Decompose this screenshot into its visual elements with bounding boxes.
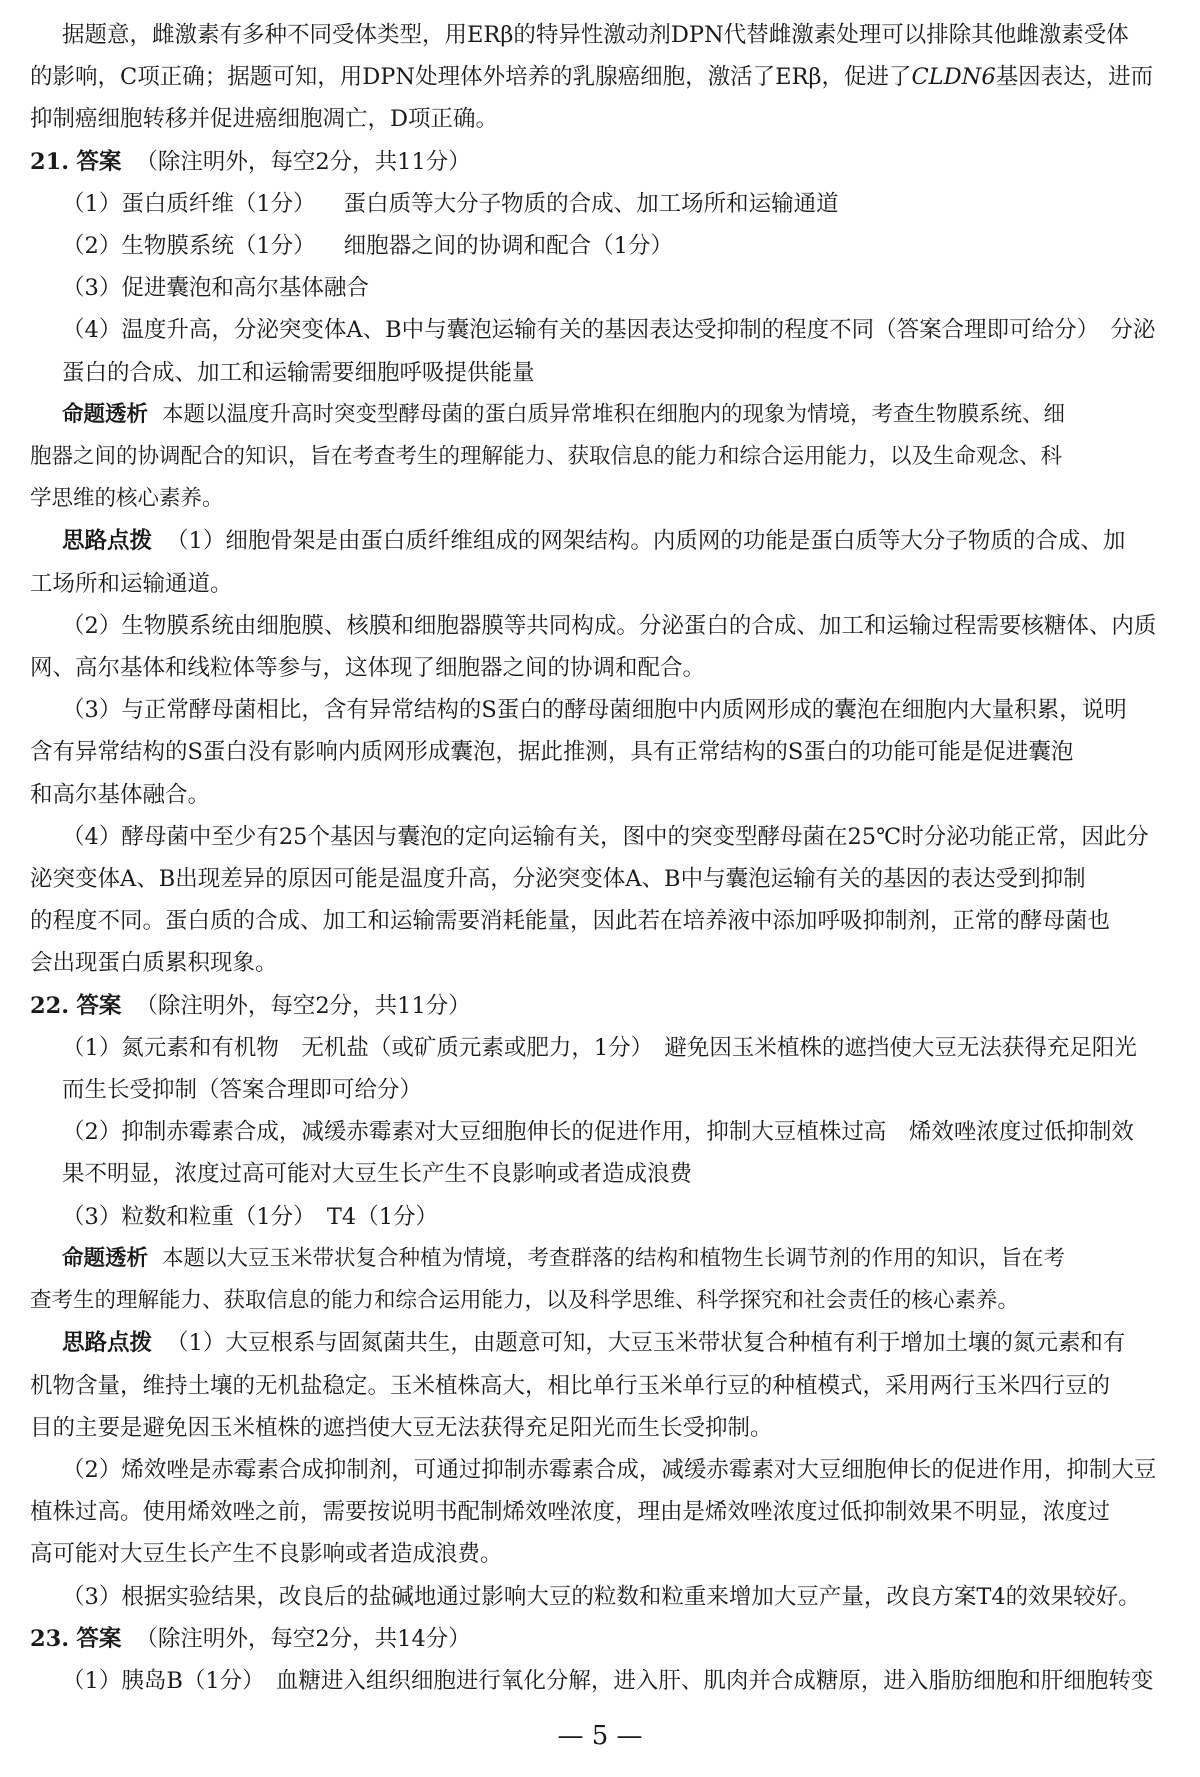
- analysis-line: [30, 394, 1178, 436]
- question-number: 22.: [30, 992, 70, 1019]
- question-number: 21.: [30, 148, 70, 175]
- hint-line: 网、高尔基体和线粒体等参与，这体现了细胞器之间的协调和配合。: [30, 655, 706, 682]
- hint-line: 目的主要是避免因玉米植株的遮挡使大豆无法获得充足阳光而生长受抑制。: [30, 1414, 773, 1441]
- score-note: （除注明外，每空2分，共11分）: [135, 992, 471, 1019]
- hint-line: 泌突变体A、B出现差异的原因可能是温度升高，分泌突变体A、B中与囊泡运输有关的基因的表达受到抑制: [30, 866, 1086, 893]
- answer-line: （4）温度升高，分泌突变体A、B中与囊泡运输有关的基因表达受抑制的程度不同（答案合理即可给分） 分泌: [62, 317, 1156, 344]
- hint-line: 和高尔基体融合。: [30, 781, 211, 808]
- hint-line: [30, 1322, 1178, 1364]
- answer-part: 蛋白质等大分子物质的合成、加工场所和运输通道: [343, 190, 839, 217]
- answer-part: （2）生物膜系统（1分）: [62, 233, 316, 260]
- analysis-label: 命题透析: [62, 401, 149, 427]
- answer-part: （1）蛋白质纤维（1分）: [62, 190, 316, 217]
- answer-line: （2）抑制赤霉素合成，减缓赤霉素对大豆细胞伸长的促进作用，抑制大豆植株过高 烯效唑浓度过低抑制效: [62, 1119, 1134, 1146]
- q22-header: [30, 985, 1178, 1027]
- analysis-line: 胞器之间的协调配合的知识，旨在考查考生的理解能力、获取信息的能力和综合运用能力，以及生命观念、科: [30, 444, 1063, 470]
- question-number: 23.: [30, 1625, 70, 1652]
- hint-line: 植株过高。使用烯效唑之前，需要按说明书配制烯效唑浓度，理由是烯效唑浓度过低抑制效果不明显，浓度过: [30, 1499, 1111, 1526]
- hint-label: 思路点拨: [62, 1330, 153, 1357]
- analysis-line: 学思维的核心素养。: [30, 486, 224, 512]
- answer-line: （3）促进囊泡和高尔基体融合: [62, 275, 369, 302]
- gene-name: CLDN6: [911, 64, 996, 91]
- score-note: （除注明外，每空2分，共14分）: [135, 1625, 471, 1652]
- answer-line: （1）氮元素和有机物 无机盐（或矿质元素或肥力，1分） 避免因玉米植株的遮挡使大豆无法获得充足阳光: [62, 1034, 1137, 1061]
- page-content: [30, 14, 1178, 1702]
- intro-line: 抑制癌细胞转移并促进癌细胞凋亡，D项正确。: [30, 106, 499, 133]
- analysis-line: [30, 1238, 1178, 1280]
- score-note: （除注明外，每空2分，共11分）: [135, 148, 471, 175]
- hint-line: （3）与正常酵母菌相比，含有异常结构的S蛋白的酵母菌细胞中内质网形成的囊泡在细胞内大量积累，说明: [62, 697, 1127, 724]
- hint-label: 思路点拨: [62, 528, 153, 555]
- hint-line: 含有异常结构的S蛋白没有影响内质网形成囊泡，据此推测，具有正常结构的S蛋白的功能可能是促进囊泡: [30, 739, 1074, 766]
- hint-text: （1）大豆根系与固氮菌共生，由题意可知，大豆玉米带状复合种植有利于增加土壤的氮元素和有: [166, 1330, 1126, 1357]
- hint-line: 高可能对大豆生长产生不良影响或者造成浪费。: [30, 1541, 503, 1568]
- hint-line: （2）烯效唑是赤霉素合成抑制剂，可通过抑制赤霉素合成，减缓赤霉素对大豆细胞伸长的促进作用，抑制大豆: [62, 1456, 1157, 1483]
- hint-line: （2）生物膜系统由细胞膜、核膜和细胞器膜等共同构成。分泌蛋白的合成、加工和运输过程需要核糖体、内质: [62, 612, 1157, 639]
- hint-line: 机物含量，维持土壤的无机盐稳定。玉米植株高大，相比单行玉米单行豆的种植模式，采用两行玉米四行豆的: [30, 1372, 1111, 1399]
- answer-line: （3）粒数和粒重（1分） T4（1分）: [62, 1203, 439, 1230]
- answer-line: （1）胰岛B（1分） 血糖进入组织细胞进行氧化分解，进入肝、肌肉并合成糖原，进入脂肪细胞和肝细胞转变: [62, 1667, 1154, 1694]
- q23-header: [30, 1618, 1178, 1660]
- analysis-text: 本题以大豆玉米带状复合种植为情境，考查群落的结构和植物生长调节剂的作用的知识，旨在考: [162, 1245, 1066, 1271]
- hint-line: [30, 520, 1178, 562]
- intro-text: 的影响，C项正确；据题可知，用DPN处理体外培养的乳腺癌细胞，激活了ERβ，促进了: [30, 64, 912, 91]
- hint-line: （3）根据实验结果，改良后的盐碱地通过影响大豆的粒数和粒重来增加大豆产量，改良方案T4的效果较好。: [62, 1583, 1141, 1610]
- answer-part: 细胞器之间的协调和配合（1分）: [343, 233, 673, 260]
- intro-text: 基因表达，进而: [995, 64, 1154, 91]
- hint-line: （4）酵母菌中至少有25个基因与囊泡的定向运输有关，图中的突变型酵母菌在25℃时分泌功能正常，因此分: [62, 823, 1149, 850]
- hint-line: 会出现蛋白质累积现象。: [30, 950, 278, 977]
- intro-line: 据题意，雌激素有多种不同受体类型，用ERβ的特异性激动剂DPN代替雌激素处理可以排除其他雌激素受体: [62, 22, 1129, 48]
- answer-line: 果不明显，浓度过高可能对大豆生长产生不良影响或者造成浪费: [62, 1161, 693, 1188]
- answer-line: 而生长受抑制（答案合理即可给分）: [62, 1077, 423, 1104]
- page-number: — 5 —: [557, 1721, 643, 1751]
- analysis-text: 本题以温度升高时突变型酵母菌的蛋白质异常堆积在细胞内的现象为情境，考查生物膜系统、细: [162, 401, 1066, 427]
- answer-label: 答案: [76, 148, 122, 175]
- hint-line: 的程度不同。蛋白质的合成、加工和运输需要消耗能量，因此若在培养液中添加呼吸抑制剂，正常的酵母菌也: [30, 908, 1111, 935]
- answer-label: 答案: [76, 1625, 122, 1652]
- intro-line: [30, 56, 1178, 98]
- answer-line: [30, 225, 1178, 267]
- answer-line: 蛋白的合成、加工和运输需要细胞呼吸提供能量: [62, 359, 535, 386]
- answer-line: [30, 183, 1178, 225]
- hint-line: 工场所和运输通道。: [30, 570, 233, 597]
- answer-label: 答案: [76, 992, 122, 1019]
- analysis-line: 查考生的理解能力、获取信息的能力和综合运用能力，以及科学思维、科学探究和社会责任的核心素养。: [30, 1288, 1020, 1314]
- hint-text: （1）细胞骨架是由蛋白质纤维组成的网架结构。内质网的功能是蛋白质等大分子物质的合成、加: [166, 528, 1126, 555]
- analysis-label: 命题透析: [62, 1245, 149, 1271]
- q21-header: [30, 141, 1178, 183]
